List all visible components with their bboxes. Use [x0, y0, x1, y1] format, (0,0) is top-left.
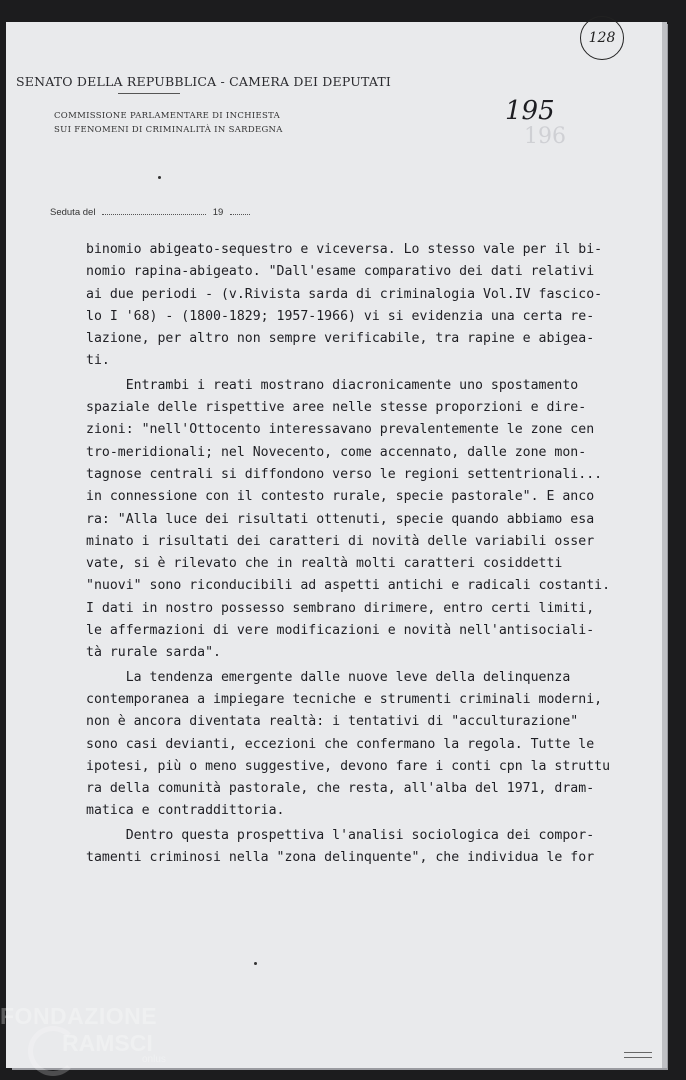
- text-line: ra della comunità pastorale, che resta, all'alba del 1971, dram-: [86, 781, 595, 797]
- watermark-suffix: onlus: [142, 1054, 166, 1065]
- seduta-year-blank: [230, 213, 250, 215]
- seduta-blank: [102, 213, 206, 215]
- text-line: sono casi devianti, eccezioni che confermano la regola. Tutte le: [86, 736, 595, 752]
- watermark-line-2: RAMSCI: [62, 1030, 153, 1056]
- handwritten-page-number: 195: [505, 96, 555, 126]
- text-line: ra: "Alla luce dei risultati ottenuti, specie quando abbiamo esa: [86, 511, 595, 527]
- text-line: le affermazioni di vere modificazioni e novità nell'antisociali-: [86, 623, 595, 639]
- seduta-line: [50, 207, 280, 218]
- text-line: tro-meridionali; nel Novecento, come accennato, dalle zone mon-: [86, 444, 587, 460]
- text-line: zioni: "nell'Ottocento interessavano prevalentemente le zone cen: [86, 422, 595, 438]
- text-line: tà rurale sarda".: [86, 645, 221, 661]
- body-text: [86, 239, 646, 869]
- text-line: contemporanea a impiegare tecniche e strumenti criminali moderni,: [86, 691, 603, 707]
- text-line: Entrambi i reati mostrano diacronicamente uno spostamento: [86, 377, 579, 393]
- letterhead-rule: [118, 93, 180, 94]
- text-line: vate, si è rilevato che in realtà molti caratteri cosiddetti: [86, 556, 563, 572]
- text-line: tamenti criminosi nella "zona delinquente", che individua le for: [86, 850, 595, 866]
- text-line: La tendenza emergente dalle nuove leve della delinquenza: [86, 669, 571, 685]
- text-line: ti.: [86, 353, 110, 369]
- letterhead-title: SENATO DELLA REPUBBLICA - CAMERA DEI DEPUTATI: [16, 74, 392, 89]
- ink-dot: [158, 176, 161, 179]
- text-line: binomio abigeato-sequestro e viceversa. Lo stesso vale per il bi-: [86, 242, 603, 257]
- text-line: lo I '68) - (1800-1829; 1957-1966) vi si evidenzia una certa re-: [86, 308, 595, 324]
- text-line: spaziale delle rispettive aree nelle stesse proporzioni e dire-: [86, 400, 587, 416]
- text-line: I dati in nostro possesso sembrano dirimere, entro certi limiti,: [86, 600, 595, 616]
- page-mark: [624, 1052, 652, 1058]
- ghost-page-number: 196: [524, 124, 566, 149]
- seduta-label: Seduta del: [50, 207, 96, 218]
- text-line: non è ancora diventata realtà: i tentativi di "acculturazione": [86, 714, 579, 730]
- text-line: Dentro questa prospettiva l'analisi sociologica dei compor-: [86, 827, 595, 843]
- ink-dot-bottom: [254, 962, 257, 965]
- page-edge: [662, 22, 667, 1068]
- text-line: nomio rapina-abigeato. "Dall'esame comparativo dei dati relativi: [86, 264, 595, 280]
- archive-stamp: 128: [580, 16, 624, 60]
- text-line: lazione, per altro non sempre verificabile, tra rapine e abigea-: [86, 331, 595, 347]
- text-line: minato i risultati dei caratteri di novità delle variabili osser: [86, 533, 595, 549]
- watermark-line-1: FONDAZIONE: [0, 1003, 158, 1029]
- commission-line-1: COMMISSIONE PARLAMENTARE DI INCHIESTA: [54, 111, 281, 121]
- text-line: matica e contraddittoria.: [86, 803, 285, 819]
- seduta-year: 19: [212, 207, 224, 218]
- commission-line-2: SUI FENOMENI DI CRIMINALITÀ IN SARDEGNA: [54, 125, 283, 135]
- text-line: "nuovi" sono riconducibili ad aspetti antichi e radicali costanti.: [86, 578, 611, 594]
- text-line: tagnose centrali si diffondono verso le regioni settentrionali...: [86, 466, 603, 482]
- text-line: ipotesi, più o meno suggestive, devono fare i conti cpn la struttu: [86, 758, 611, 774]
- text-line: in connessione con il contesto rurale, specie pastorale". E anco: [86, 489, 595, 505]
- text-line: ai due periodi - (v.Rivista sarda di criminalogia Vol.IV fascico-: [86, 286, 603, 302]
